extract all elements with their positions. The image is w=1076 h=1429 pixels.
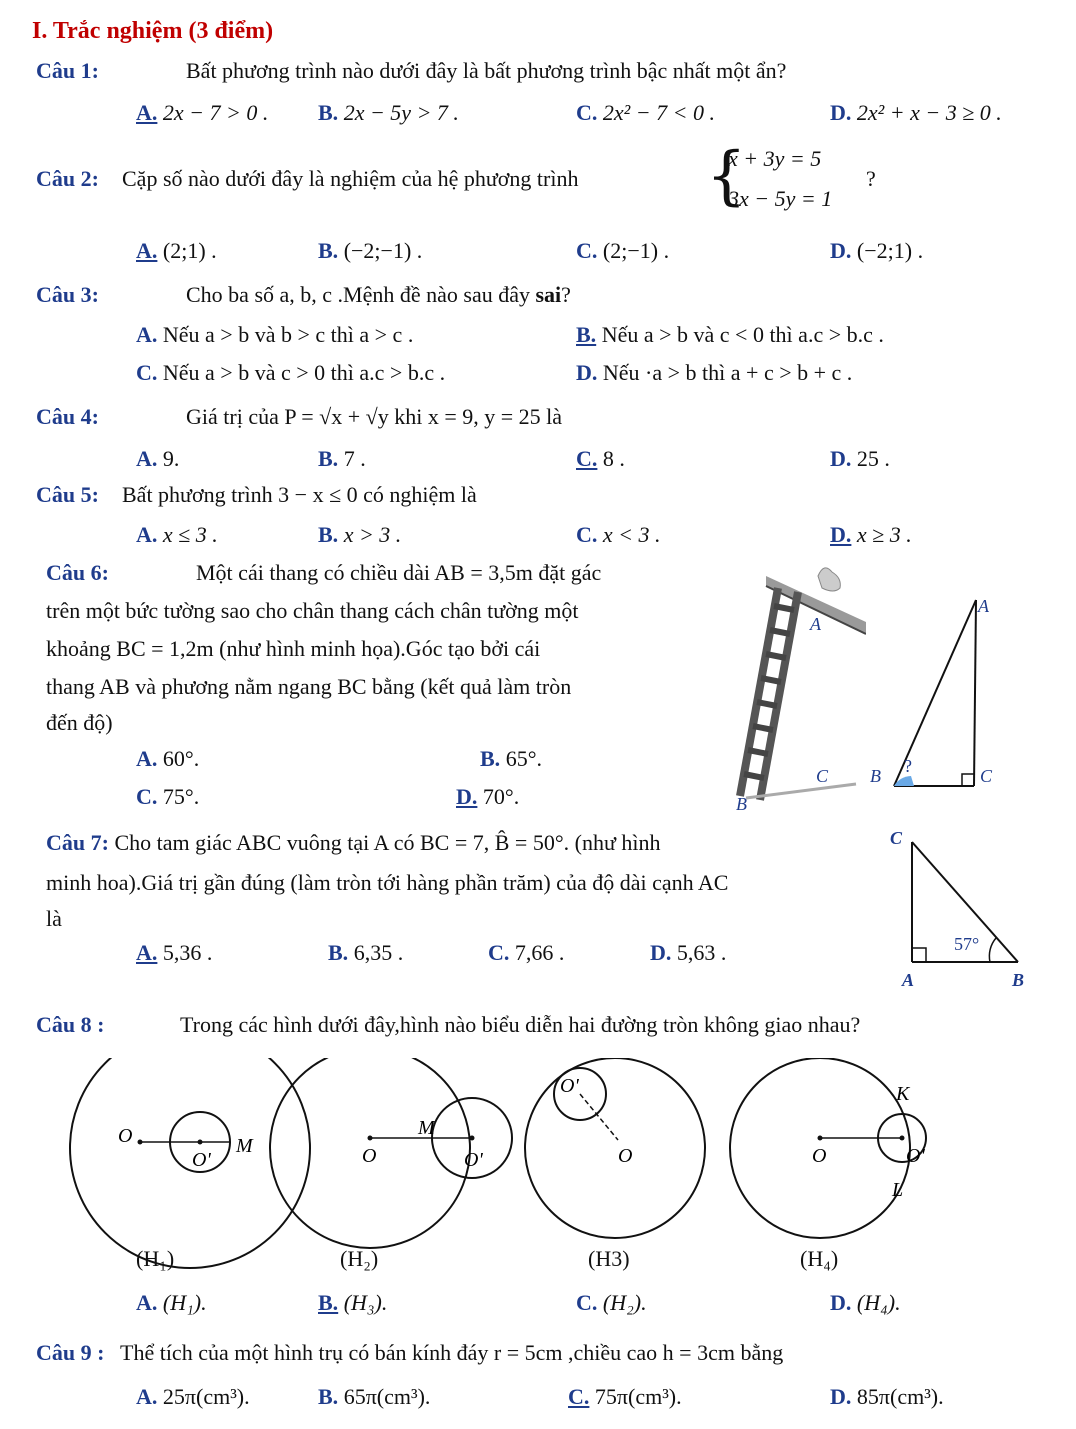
q8-caption-h3: (H3) xyxy=(588,1246,630,1271)
ladder-rail-right xyxy=(760,592,798,800)
figure-h1 xyxy=(70,1058,310,1268)
q3-option-c[interactable]: C. Nếu a > b và c > 0 thì a.c > b.c . xyxy=(136,360,446,385)
q7-line2: minh hoa).Giá trị gần đúng (làm tròn tới hàng phần trăm) của độ dài cạnh AC xyxy=(46,870,729,895)
q1-label: Câu 1: xyxy=(36,58,99,83)
right-angle-mark-7 xyxy=(912,948,926,962)
q6-line2: trên một bức tường sao cho chân thang cách chân tường một xyxy=(46,598,579,623)
q8-option-a[interactable]: A. (H₁). xyxy=(136,1290,207,1315)
q2-qmark: ? xyxy=(866,166,876,191)
q4-option-c[interactable]: C. 8 . xyxy=(576,446,625,471)
q1-option-b[interactable]: B. 2x − 5y > 7 . xyxy=(318,100,459,125)
q4-option-d[interactable]: D. 25 . xyxy=(830,446,890,471)
q7-option-a[interactable]: A. 5,36 . xyxy=(136,940,213,965)
q6-line4: thang AB và phương nằm ngang BC bằng (kết quả làm tròn xyxy=(46,674,572,699)
q4-label: Câu 4: xyxy=(36,404,99,429)
tri7-angle: 57° xyxy=(954,934,980,954)
h3-segment xyxy=(580,1094,618,1140)
q9-option-b[interactable]: B. 65π(cm³). xyxy=(318,1384,431,1409)
ladder-label-a: A xyxy=(810,614,821,634)
q3-text: Cho ba số a, b, c .Mệnh đề nào sau đây sai? xyxy=(186,282,571,307)
q2-option-c[interactable]: C. (2;−1) . xyxy=(576,238,670,263)
q7-line1: Câu 7: Cho tam giác ABC vuông tại A có BC = 7, B̂ = 50°. (như hình xyxy=(46,830,661,855)
side-ac xyxy=(974,600,976,786)
h3-o: O xyxy=(618,1145,633,1167)
q6-option-c[interactable]: C. 75°. xyxy=(136,784,200,809)
q2-option-b[interactable]: B. (−2;−1) . xyxy=(318,238,423,263)
q2-text: Cặp số nào dưới đây là nghiệm của hệ phương trình xyxy=(122,166,579,191)
q6-option-b[interactable]: B. 65°. xyxy=(480,746,542,771)
q9-label: Câu 9 : xyxy=(36,1340,105,1365)
tri7-label-a: A xyxy=(902,970,915,990)
system-brace: { xyxy=(706,139,747,213)
q4-option-b[interactable]: B. 7 . xyxy=(318,446,366,471)
ladder-label-c: C xyxy=(816,766,829,786)
figure-h4 xyxy=(730,1058,926,1238)
q5-option-b[interactable]: B. x > 3 . xyxy=(318,522,402,547)
q5-label: Câu 5: xyxy=(36,482,99,507)
q9-text: Thể tích của một hình trụ có bán kính đáy r = 5cm ,chiều cao h = 3cm bằng xyxy=(120,1340,784,1365)
q6-label: Câu 6: xyxy=(46,560,109,585)
h4-op: O' xyxy=(906,1145,925,1167)
tri6-label-c: C xyxy=(980,766,993,786)
right-angle-mark xyxy=(962,774,974,786)
q7-option-b[interactable]: B. 6,35 . xyxy=(328,940,404,965)
q5-option-c[interactable]: C. x < 3 . xyxy=(576,522,661,547)
h2-o: O xyxy=(362,1145,377,1167)
q5-option-a[interactable]: A. x ≤ 3 . xyxy=(136,522,218,547)
q5-text: Bất phương trình 3 − x ≤ 0 có nghiệm là xyxy=(122,482,477,507)
q8-text: Trong các hình dưới đây,hình nào biểu diễn hai đường tròn không giao nhau? xyxy=(180,1012,861,1037)
q8-option-d[interactable]: D. (H₄). xyxy=(830,1290,901,1315)
h4-o: O xyxy=(812,1145,827,1167)
q2-option-a[interactable]: A. (2;1) . xyxy=(136,238,217,263)
ladder-label-b: B xyxy=(736,794,747,814)
q9-option-c[interactable]: C. 75π(cm³). xyxy=(568,1384,682,1409)
q8-figures xyxy=(40,1058,1040,1288)
q9-option-d[interactable]: D. 85π(cm³). xyxy=(830,1384,944,1409)
q9-option-a[interactable]: A. 25π(cm³). xyxy=(136,1384,250,1409)
q1-option-c[interactable]: C. 2x² − 7 < 0 . xyxy=(576,100,715,125)
h3-big-circle xyxy=(525,1058,705,1238)
q6-option-a[interactable]: A. 60°. xyxy=(136,746,200,771)
h3-op: O' xyxy=(560,1075,579,1097)
q4-option-a[interactable]: A. 9. xyxy=(136,446,180,471)
q4-text: Giá trị của P = √x + √y khi x = 9, y = 25 là xyxy=(186,404,563,429)
q7-option-c[interactable]: C. 7,66 . xyxy=(488,940,565,965)
q6-triangle xyxy=(864,580,1004,800)
figure-h2 xyxy=(270,1058,512,1248)
q7-option-d[interactable]: D. 5,63 . xyxy=(650,940,727,965)
tri7-label-c: C xyxy=(890,828,903,848)
q2-eq1: x + 3y = 5 xyxy=(728,146,822,171)
figure-h3 xyxy=(525,1058,705,1238)
tri6-label-a: A xyxy=(978,596,989,616)
q8-caption-h2: (H₂) xyxy=(340,1246,379,1271)
q2-option-d[interactable]: D. (−2;1) . xyxy=(830,238,924,263)
h1-o: O xyxy=(118,1125,133,1147)
tri6-label-b: B xyxy=(870,766,881,786)
tri7-label-b: B xyxy=(1012,970,1025,990)
q2-eq2: 3x − 5y = 1 xyxy=(728,186,833,211)
ladder-illustration xyxy=(706,556,866,816)
q6-option-d[interactable]: D. 70°. xyxy=(456,784,520,809)
q1-option-a[interactable]: A. 2x − 7 > 0 . xyxy=(136,100,269,125)
q3-option-a[interactable]: A. Nếu a > b và b > c thì a > c . xyxy=(136,322,414,347)
h1-m: M xyxy=(236,1135,253,1157)
ladder-rail-left xyxy=(740,588,778,796)
q1-option-d[interactable]: D. 2x² + x − 3 ≥ 0 . xyxy=(830,100,1002,125)
tri6-angle-q: ? xyxy=(904,756,912,776)
h1-big-circle xyxy=(70,1058,310,1268)
q2-label: Câu 2: xyxy=(36,166,99,191)
q6-line1: Một cái thang có chiều dài AB = 3,5m đặt gác xyxy=(196,560,602,585)
q1-text: Bất phương trình nào dưới đây là bất phương trình bậc nhất một ẩn? xyxy=(186,58,787,83)
h2-m: M xyxy=(418,1117,435,1139)
q7-line3: là xyxy=(46,906,62,931)
h4-l: L xyxy=(892,1179,904,1201)
q3-option-d[interactable]: D. Nếu ·a > b thì a + c > b + c . xyxy=(576,360,853,385)
angle-b-arc-7 xyxy=(989,938,996,962)
q8-caption-h4: (H₄) xyxy=(800,1246,839,1271)
q6-line3: khoảng BC = 1,2m (như hình minh họa).Góc tạo bởi cái xyxy=(46,636,541,661)
q8-label: Câu 8 : xyxy=(36,1012,105,1037)
section-title: I. Trắc nghiệm (3 điểm) xyxy=(32,18,274,44)
cat-icon xyxy=(818,568,840,591)
q5-option-d[interactable]: D. x ≥ 3 . xyxy=(830,522,912,547)
h2-op: O' xyxy=(464,1149,483,1171)
h1-op: O' xyxy=(192,1149,211,1171)
q8-option-c[interactable]: C. (H₂). xyxy=(576,1290,647,1315)
h4-k: K xyxy=(896,1083,910,1105)
q8-option-b[interactable]: B. (H₃). xyxy=(318,1290,388,1315)
q7-triangle xyxy=(884,820,1044,1000)
q3-label: Câu 3: xyxy=(36,282,99,307)
q6-line5: đến độ) xyxy=(46,710,113,735)
q8-caption-h1: (H₁) xyxy=(136,1246,175,1271)
q3-option-b[interactable]: B. Nếu a > b và c < 0 thì a.c > b.c . xyxy=(576,322,884,347)
